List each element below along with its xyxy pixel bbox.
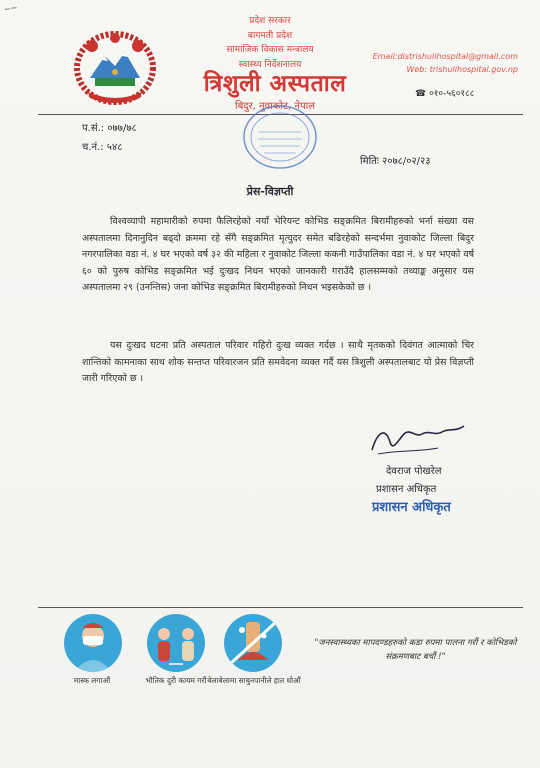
signature-mark	[368, 420, 468, 460]
signatory-name: देवराज पोखरेल	[386, 466, 442, 477]
dispatch-number: च.नं.: ५४८	[82, 142, 123, 153]
caption-distancing: भौतिक दुरी कायम गरौं	[145, 676, 207, 685]
body-paragraph-2: यस दुःखद घटना प्रति अस्पताल परिवार गहिरो दुःख व्यक्त गर्दछ । साथै मृतकको दिवंगत आत्माको चिर शान्तिको कामनाका साथ शोक सन्तप्त परिवारजन प्रति समवेदना व्यक्त गर्दै यस त्रिशुली अस्पतालबाट यो प्रेस विज्ञप्ती जारी गरिएको छ ।	[82, 340, 474, 384]
corner-scribble: ~~	[3, 2, 19, 15]
contact-email: Email:distrishulihospital@gmail.com	[372, 52, 518, 61]
health-slogan: "जनस्वास्थ्यका मापदण्डहरुको कडा रुपमा पालना गरौं र कोभिडको संक्रमणबाट बचौं !"	[314, 638, 517, 662]
footer-divider	[38, 607, 523, 608]
gov-line: बागमती प्रदेश	[247, 30, 293, 41]
signatory-stamp: प्रशासन अधिकृत	[372, 500, 451, 515]
body-paragraph-1: विश्वव्यापी महामारीको रुपमा फैलिरहेको नयाँ भेरियन्ट कोभिड सङ्क्रमित बिरामीहरुको भर्ना संख्या यस अस्पतालमा दिनानुदिन बढ्दो क्रममा रहे सँगै सङ्क्रमित मृत्युदर समेत बढिरहेको सन्दर्भमा नुवाकोट जिल्ला बिदुर नगरपालिका वडा नं. ४ घर भएको वर्ष ३२ की महिला र नुवाकोट जिल्ला ककनी गाउँपालिका वडा नं. ४ घर भएको वर्ष ६० को पुरुष कोभिड सङ्क्रमित भई दुःखद निधन भएको जानकारी गराउँदै हालसम्मको तथ्याङ्क अनुसार यस अस्पतालमा २९ (उनन्तिस) जना कोभिड सङ्क्रमित बिरामीहरुको निधन भइसकेको छ ।	[82, 216, 474, 293]
contact-phone: ☎ ०१०-५६०१८८	[415, 89, 475, 99]
gov-line: सामाजिक विकास मन्त्रालय	[226, 45, 314, 55]
nepal-emblem-icon	[70, 28, 160, 108]
hospital-name: त्रिशुली अस्पताल	[203, 71, 347, 97]
distancing-icon	[147, 614, 205, 672]
mask-icon	[64, 614, 122, 672]
gov-line: स्वास्थ्य निर्देशनालय	[238, 59, 302, 70]
office-stamp-icon	[240, 102, 320, 172]
letter-date: मितिः २०७८/०२/२३	[360, 156, 431, 167]
government-hierarchy	[200, 14, 340, 72]
gov-line: प्रदेश सरकार	[249, 16, 291, 26]
caption-mask: मास्क लगाऔं	[73, 676, 111, 685]
document-title: प्रेस-विज्ञप्ती	[246, 185, 294, 198]
hospital-address: बिदुर, नुवाकोट, नेपाल	[234, 101, 316, 112]
caption-handwash: बेलाबेलामा साबुनपानीले हात धोऔं	[207, 676, 301, 685]
contact-website: Web: trishulihospital.gov.np	[406, 65, 518, 74]
signatory-title: प्रशासन अधिकृत	[376, 484, 437, 495]
handwash-icon	[224, 614, 282, 672]
reference-number: प.सं.: ०७७/७८	[82, 123, 137, 134]
